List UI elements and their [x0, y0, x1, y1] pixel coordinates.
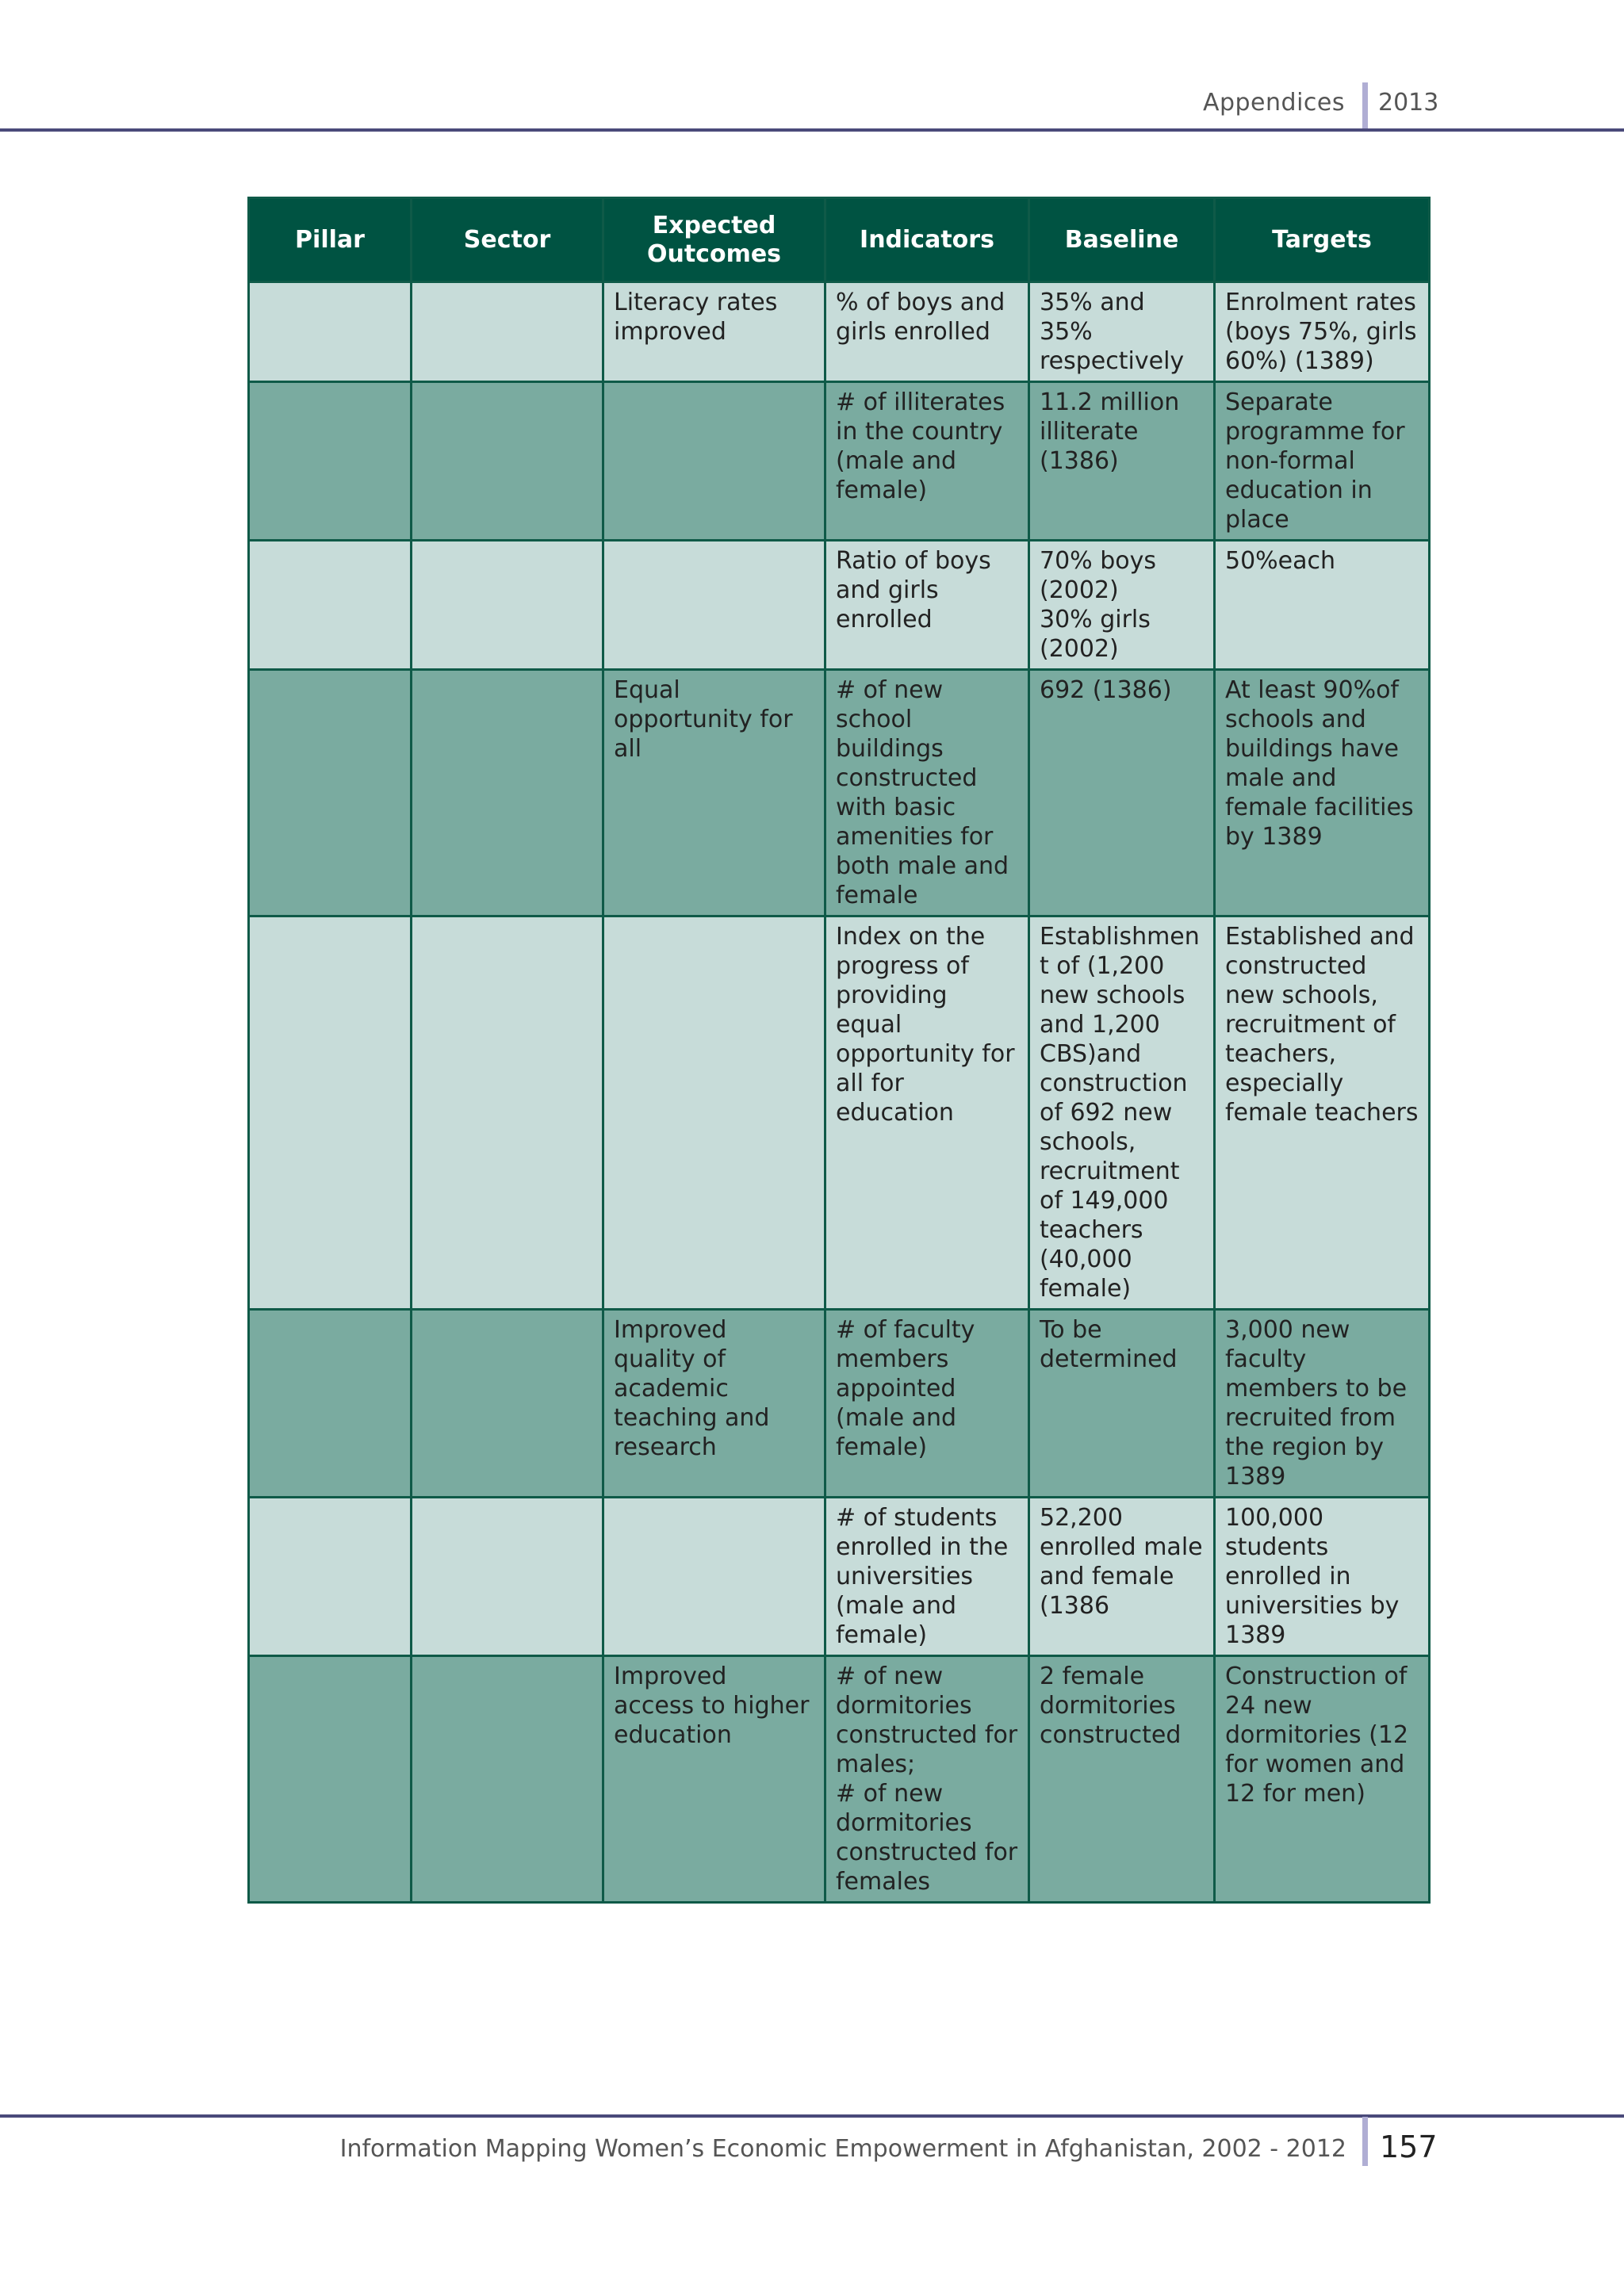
pillar-cell: [249, 1310, 412, 1498]
sector-cell: [412, 541, 603, 670]
running-header-section: Appendices: [1202, 89, 1345, 117]
indicator-cell: # of illiterates in the country (male and female): [825, 382, 1029, 541]
baseline-cell: 692 (1386): [1029, 670, 1215, 916]
column-header-indicators: Indicators: [825, 198, 1029, 282]
target-cell: 50%each: [1215, 541, 1430, 670]
target-cell: 3,000 new faculty members to be recruited from the region by 1389: [1215, 1310, 1430, 1498]
target-cell: 100,000 students enrolled in universities by 1389: [1215, 1498, 1430, 1656]
pillar-cell: [249, 670, 412, 916]
outcome-cell: [603, 1498, 825, 1656]
baseline-cell: To be determined: [1029, 1310, 1215, 1498]
indicator-cell: % of boys and girls enrolled: [825, 282, 1029, 382]
sector-cell: [412, 1498, 603, 1656]
baseline-cell: 11.2 million illiterate (1386): [1029, 382, 1215, 541]
indicator-cell: # of faculty members appointed (male and female): [825, 1310, 1029, 1498]
sector-cell: [412, 1656, 603, 1903]
sector-cell: [412, 670, 603, 916]
sector-cell: [412, 1310, 603, 1498]
pillar-cell: [249, 382, 412, 541]
column-header-sector: Sector: [412, 198, 603, 282]
baseline-cell: 2 female dormitories constructed: [1029, 1656, 1215, 1903]
baseline-cell: 52,200 enrolled male and female (1386: [1029, 1498, 1215, 1656]
page-number: 157: [1380, 2130, 1438, 2164]
outcome-cell: [603, 541, 825, 670]
indicator-cell: Ratio of boys and girls enrolled: [825, 541, 1029, 670]
running-header-year: 2013: [1378, 89, 1439, 117]
column-header-pillar: Pillar: [249, 198, 412, 282]
column-header-expected-outcomes: Expected Outcomes: [603, 198, 825, 282]
sector-cell: [412, 916, 603, 1310]
outcome-cell: Improved quality of academic teaching and research: [603, 1310, 825, 1498]
outcome-cell: Literacy rates improved: [603, 282, 825, 382]
header-rule: [0, 128, 1624, 132]
pillar-cell: [249, 541, 412, 670]
table-row: [249, 382, 1430, 541]
target-cell: Established and constructed new schools, recruitment of teachers, especially female teachers: [1215, 916, 1430, 1310]
outcome-cell: Equal opportunity for all: [603, 670, 825, 916]
pillar-cell: [249, 282, 412, 382]
table-row: [249, 1656, 1430, 1903]
header-divider: [1362, 82, 1368, 130]
pillar-cell: [249, 1498, 412, 1656]
running-footer-title: Information Mapping Women’s Economic Empowerment in Afghanistan, 2002 - 2012: [339, 2135, 1346, 2163]
target-cell: At least 90%of schools and buildings have male and female facilities by 1389: [1215, 670, 1430, 916]
footer-rule: [0, 2114, 1624, 2118]
table-row: [249, 541, 1430, 670]
baseline-cell: 70% boys (2002) 30% girls (2002): [1029, 541, 1215, 670]
target-cell: Construction of 24 new dormitories (12 for women and 12 for men): [1215, 1656, 1430, 1903]
pillar-cell: [249, 1656, 412, 1903]
baseline-cell: 35% and 35% respectively: [1029, 282, 1215, 382]
table-row: [249, 1498, 1430, 1656]
indicator-cell: # of students enrolled in the universities (male and female): [825, 1498, 1029, 1656]
footer-divider: [1362, 2117, 1368, 2166]
indicator-cell: # of new school buildings constructed with basic amenities for both male and female: [825, 670, 1029, 916]
table-row: [249, 670, 1430, 916]
indicator-cell: Index on the progress of providing equal opportunity for all for education: [825, 916, 1029, 1310]
pillar-cell: [249, 916, 412, 1310]
table-header-row: [249, 198, 1430, 282]
baseline-cell: Establishment of (1,200 new schools and 1,200 CBS)and construction of 692 new schools, recruitment of 149,000 teachers (40,000 female): [1029, 916, 1215, 1310]
table-row: [249, 916, 1430, 1310]
sector-cell: [412, 282, 603, 382]
outcome-cell: [603, 916, 825, 1310]
outcome-cell: [603, 382, 825, 541]
column-header-baseline: Baseline: [1029, 198, 1215, 282]
sector-cell: [412, 382, 603, 541]
target-cell: Enrolment rates (boys 75%, girls 60%) (1389): [1215, 282, 1430, 382]
indicators-table: [247, 197, 1431, 1904]
target-cell: Separate programme for non-formal education in place: [1215, 382, 1430, 541]
table-row: [249, 1310, 1430, 1498]
column-header-targets: Targets: [1215, 198, 1430, 282]
indicator-cell: # of new dormitories constructed for males; # of new dormitories constructed for females: [825, 1656, 1029, 1903]
outcome-cell: Improved access to higher education: [603, 1656, 825, 1903]
table-row: [249, 282, 1430, 382]
